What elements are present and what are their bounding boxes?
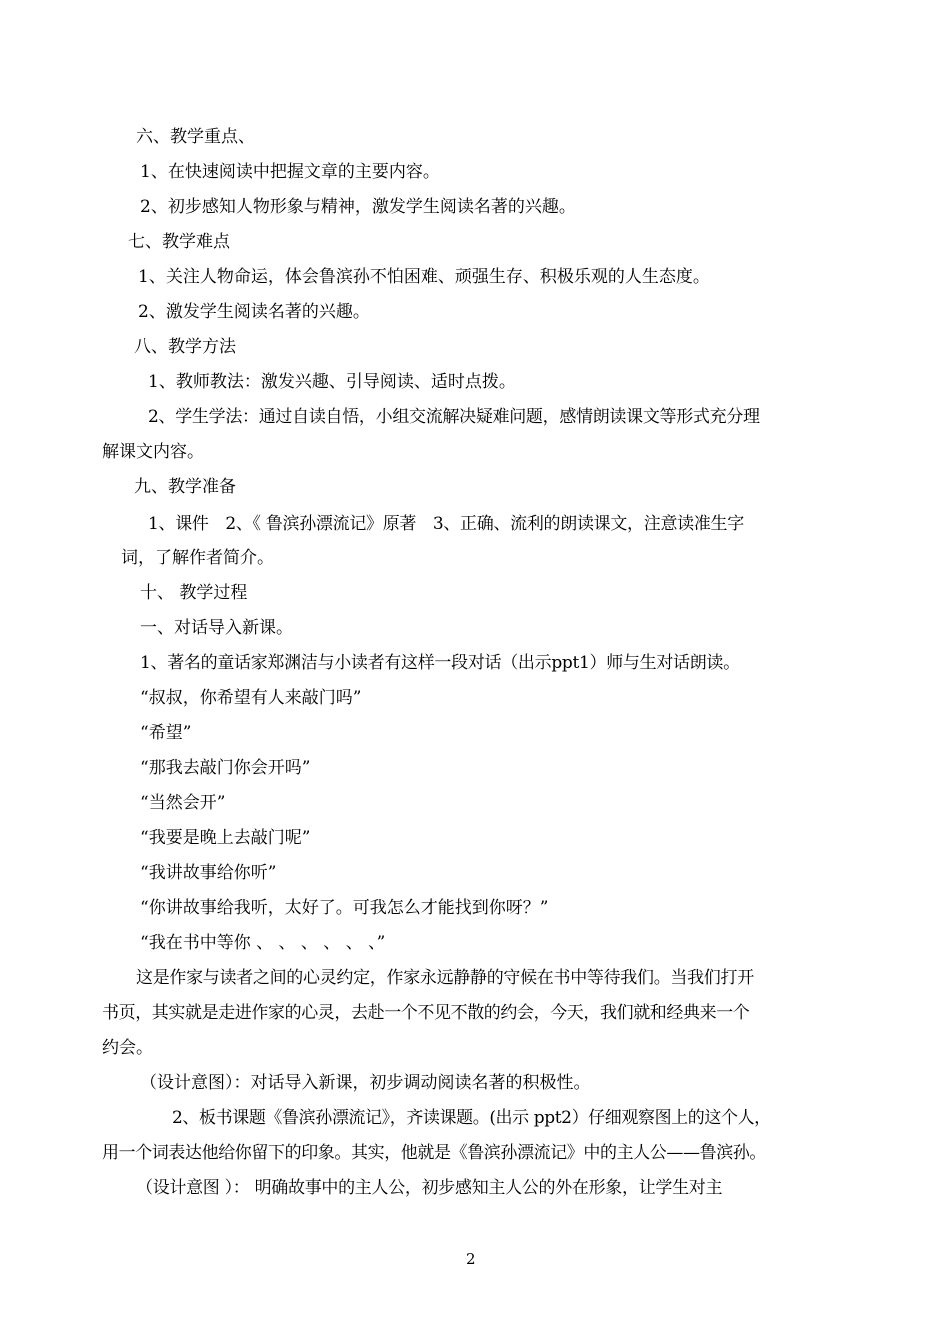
text-line: 解课文内容。 bbox=[102, 442, 204, 462]
heading-preparation: 九、教学准备 bbox=[134, 477, 236, 497]
heading-key-points: 六、教学重点、 bbox=[136, 127, 255, 147]
text-line: 用一个词表达他给你留下的印象。其实，他就是《鲁滨孙漂流记》中的主人公——鲁滨孙。 bbox=[102, 1143, 766, 1163]
text-line: 2、激发学生阅读名著的兴趣。 bbox=[138, 302, 370, 322]
text-line: 书页，其实就是走进作家的心灵，去赴一个不见不散的约会，今天，我们就和经典来一个 bbox=[102, 1003, 750, 1023]
heading-process: 十、 教学过程 bbox=[140, 583, 248, 603]
dialogue-line: “你讲故事给我听，太好了。可我怎么才能找到你呀？” bbox=[140, 898, 549, 918]
page-number: 2 bbox=[466, 1250, 476, 1268]
dialogue-line: “我要是晚上去敲门呢” bbox=[140, 828, 311, 848]
dialogue-line: “当然会开” bbox=[140, 793, 226, 813]
text-line: 1、关注人物命运，体会鲁滨孙不怕困难、顽强生存、积极乐观的人生态度。 bbox=[138, 267, 710, 287]
text-line: 2、板书课题《鲁滨孙漂流记》，齐读课题。(出示 ppt2）仔细观察图上的这个人， bbox=[172, 1108, 771, 1128]
dialogue-line: “我在书中等你 、 、 、 、 、 、” bbox=[140, 933, 386, 953]
dialogue-line: “那我去敲门你会开吗” bbox=[140, 758, 311, 778]
text-line: 词，了解作者简介。 bbox=[121, 548, 274, 568]
heading-difficulties: 七、教学难点 bbox=[128, 232, 230, 252]
text-line: 1、教师教法：激发兴趣、引导阅读、适时点拨。 bbox=[148, 372, 516, 392]
design-intent-line: （设计意图）：对话导入新课，初步调动阅读名著的积极性。 bbox=[140, 1073, 591, 1093]
dialogue-line: “希望” bbox=[140, 723, 192, 743]
text-line: 1、著名的童话家郑渊洁与小读者有这样一段对话（出示ppt1）师与生对话朗读。 bbox=[140, 653, 740, 673]
dialogue-line: “叔叔，你希望有人来敲门吗” bbox=[140, 688, 362, 708]
text-line: 一、对话导入新课。 bbox=[140, 618, 293, 638]
heading-methods: 八、教学方法 bbox=[134, 337, 236, 357]
text-line: 这是作家与读者之间的心灵约定，作家永远静静的守候在书中等待我们。当我们打开 bbox=[136, 968, 754, 988]
dialogue-line: “我讲故事给你听” bbox=[140, 863, 277, 883]
text-line: 2、学生学法：通过自读自悟，小组交流解决疑难问题，感情朗读课文等形式充分理 bbox=[148, 407, 760, 427]
design-intent-line: （设计意图 ）： 明确故事中的主人公，初步感知主人公的外在形象，让学生对主 bbox=[136, 1178, 723, 1198]
text-line: 1、课件 2、《 鲁滨孙漂流记》原著 3、正确、流利的朗读课文，注意读准生字 bbox=[148, 514, 744, 534]
text-line: 2、初步感知人物形象与精神，激发学生阅读名著的兴趣。 bbox=[140, 197, 576, 217]
text-line: 1、在快速阅读中把握文章的主要内容。 bbox=[140, 162, 440, 182]
text-line: 约会。 bbox=[102, 1038, 153, 1058]
